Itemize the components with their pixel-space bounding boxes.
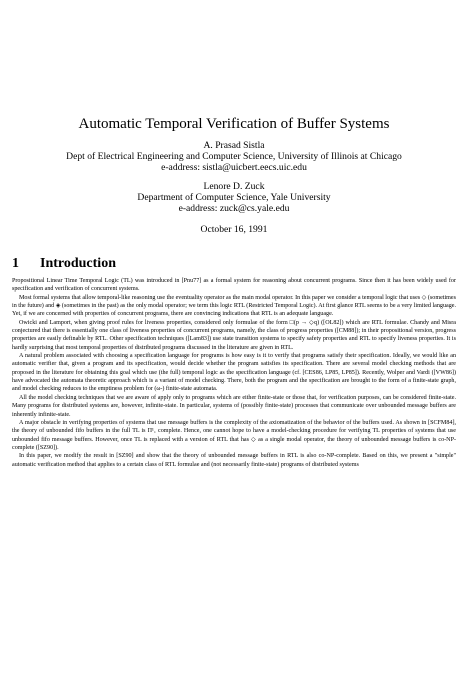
author-email: e-address: sistla@uicbert.eecs.uic.edu [161,162,307,173]
paragraph: In this paper, we modify the result in [SZ90] and show that the theory of unbounded message buffers in RTL is also co-NP-complete. Based on this, we present a "simple" automatic verification method that applies to a certain class of RTL formulae and (not necessarily finite-state) programs of distributed systems [12,453,456,468]
paper-date: October 16, 1991 [200,224,268,235]
section-title: Introduction [40,256,116,271]
paragraph: All the model checking techniques that we are aware of apply only to programs which are either finite-state or those that, for verification purposes, can be considered finite-state. Many programs for distributed systems are, however, infinite-state. In particular, systems of (possibly finite-state) processes that communicate over unbounded message buffers are inherently infinite-state. [12,394,456,418]
author-affiliation: Department of Computer Science, Yale University [137,192,331,203]
paragraph: Owicki and Lamport, when giving proof rules for liveness properties, considered only formulae of the form □(p → ◇q) ([OL82]) which are RTL formulae. Chandy and Misra conjectured that there is essentially one class of liveness properties of concurrent programs, namely, the class of progress properties ([CM88]); in their propositional version, progress properties are easily definable by RTL. Other specification techniques ([Lam83]) use state transition systems to specify safety properties and RTL to specify liveness properties. It is hardly surprising that most temporal properties of distributed programs discussed in the literature are given in RTL. [12,319,456,351]
paragraph: Most formal systems that allow temporal-like reasoning use the eventuality operator as the main modal operator. In this paper we consider a temporal logic that uses ◇ (sometimes in the future) and ◈ (sometimes in the past) as the only modal operator; we term this logic RTL (Restricted Temporal Logic). At first glance RTL seems to be a very limited language. Yet, if we are concerned with properties of concurrent programs, there are convincing indications that RTL is an adequate language. [12,294,456,318]
author-email: e-address: zuck@cs.yale.edu [178,203,290,214]
author-affiliation: Dept of Electrical Engineering and Computer Science, University of Illinois at Chicago [66,151,402,162]
section-heading [12,256,116,272]
paper-title: Automatic Temporal Verification of Buffer Systems [78,116,390,132]
author-name: A. Prasad Sistla [203,140,265,151]
author-name: Lenore D. Zuck [203,181,265,192]
section-body [12,277,456,469]
paragraph: A natural problem associated with choosing a specification language for programs is how easy is it to verify that programs satisfy their specification. Ideally, we would like an automatic verifier that, given a program and its specification, would decide whether the program satisfies its specification. There are several model checking methods that are proposed in the literature for obtaining this goal which use (the full) temporal logic as the specification language (cf. [CES86, LP85, LP85]). Recently, Wolper and Vardi ([VW86]) have advocated the automata theoretic approach which is a variant of model checking. There, both the program and the specification are brought to the form of a finite-state graph, and model checking reduces to the emptiness problem for (ω-) finite-state automata. [12,353,456,393]
section-number: 1 [12,256,19,271]
paragraph: A major obstacle in verifying properties of systems that use message buffers is the complexity of the axiomatization of the behavior of the buffers used. As shown in [SCFM84], the theory of unbounded fifo buffers in the full TL is Π¹₁ complete. Hence, one cannot hope to have a model-checking procedure for verifying TL properties of systems that use unbounded fifo message buffers. However, once TL is replaced with a version of RTL that has ◇ as a single modal operator, the theory of unbounded message buffers is co-NP-complete ([SZ90]). [12,419,456,451]
paragraph: Propositional Linear Time Temporal Logic (TL) was introduced in [Pnu77] as a formal system for reasoning about concurrent programs. Since then it has been widely used for specification and verification of concurrent systems. [12,278,456,293]
